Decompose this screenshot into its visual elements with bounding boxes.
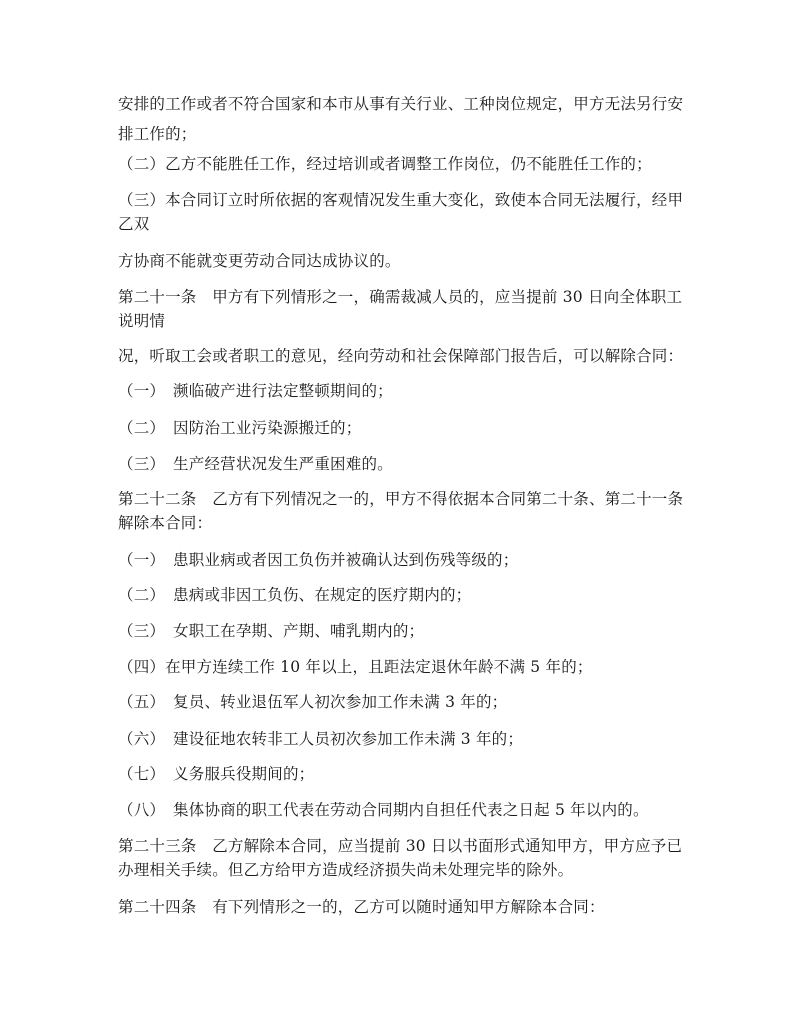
text-line: 第二十一条 甲方有下列情形之一，确需裁减人员的，应当提前 30 日向全体职工 — [118, 288, 683, 306]
text-line: （一） 濒临破产进行法定整顿期间的； — [118, 382, 393, 400]
text-line: 排工作的； — [118, 125, 197, 143]
text-line: （三） 女职工在孕期、产期、哺乳期内的； — [118, 622, 425, 640]
text-line: （四）在甲方连续工作 10 年以上，且距法定退休年龄不满 5 年的； — [118, 658, 593, 676]
text-line: （六） 建设征地农转非工人员初次参加工作未满 3 年的； — [118, 730, 524, 748]
text-line: 方协商不能就变更劳动合同达成协议的。 — [118, 252, 401, 270]
text-line: （一） 患职业病或者因工负伤并被确认达到伤残等级的； — [118, 551, 519, 569]
text-line: （二） 患病或非因工负伤、在规定的医疗期内的； — [118, 586, 472, 604]
text-line: （三）本合同订立时所依据的客观情况发生重大变化，致使本合同无法履行，经甲 — [118, 191, 684, 209]
text-line: 说明情 — [118, 312, 166, 330]
text-line: 况，听取工会或者职工的意见，经向劳动和社会保障部门报告后，可以解除合同： — [118, 347, 684, 365]
text-line: 第二十三条 乙方解除本合同，应当提前 30 日以书面形式通知甲方，甲方应予已 — [118, 837, 683, 855]
text-line: 第二十四条 有下列情形之一的，乙方可以随时通知甲方解除本合同： — [118, 898, 605, 916]
text-line: （八） 集体协商的职工代表在劳动合同期内自担任代表之日起 5 年以内的。 — [118, 801, 649, 819]
text-line: （三） 生产经营状况发生严重困难的。 — [118, 455, 393, 473]
text-line: 乙双 — [118, 215, 150, 233]
text-line: 解除本合同： — [118, 514, 213, 532]
text-line: （二） 因防治工业污染源搬迁的； — [118, 419, 362, 437]
text-line: 安排的工作或者不符合国家和本市从事有关行业、工种岗位规定，甲方无法另行安 — [118, 95, 684, 113]
text-line: 第二十二条 乙方有下列情况之一的，甲方不得依据本合同第二十条、第二十一条 — [118, 490, 684, 508]
text-line: （五） 复员、转业退伍军人初次参加工作未满 3 年的； — [118, 693, 508, 711]
text-line: 办理相关手续。但乙方给甲方造成经济损失尚未处理完毕的除外。 — [118, 861, 574, 879]
text-line: （七） 义务服兵役期间的； — [118, 765, 315, 783]
text-line: （二）乙方不能胜任工作，经过培训或者调整工作岗位，仍不能胜任工作的； — [118, 155, 652, 173]
